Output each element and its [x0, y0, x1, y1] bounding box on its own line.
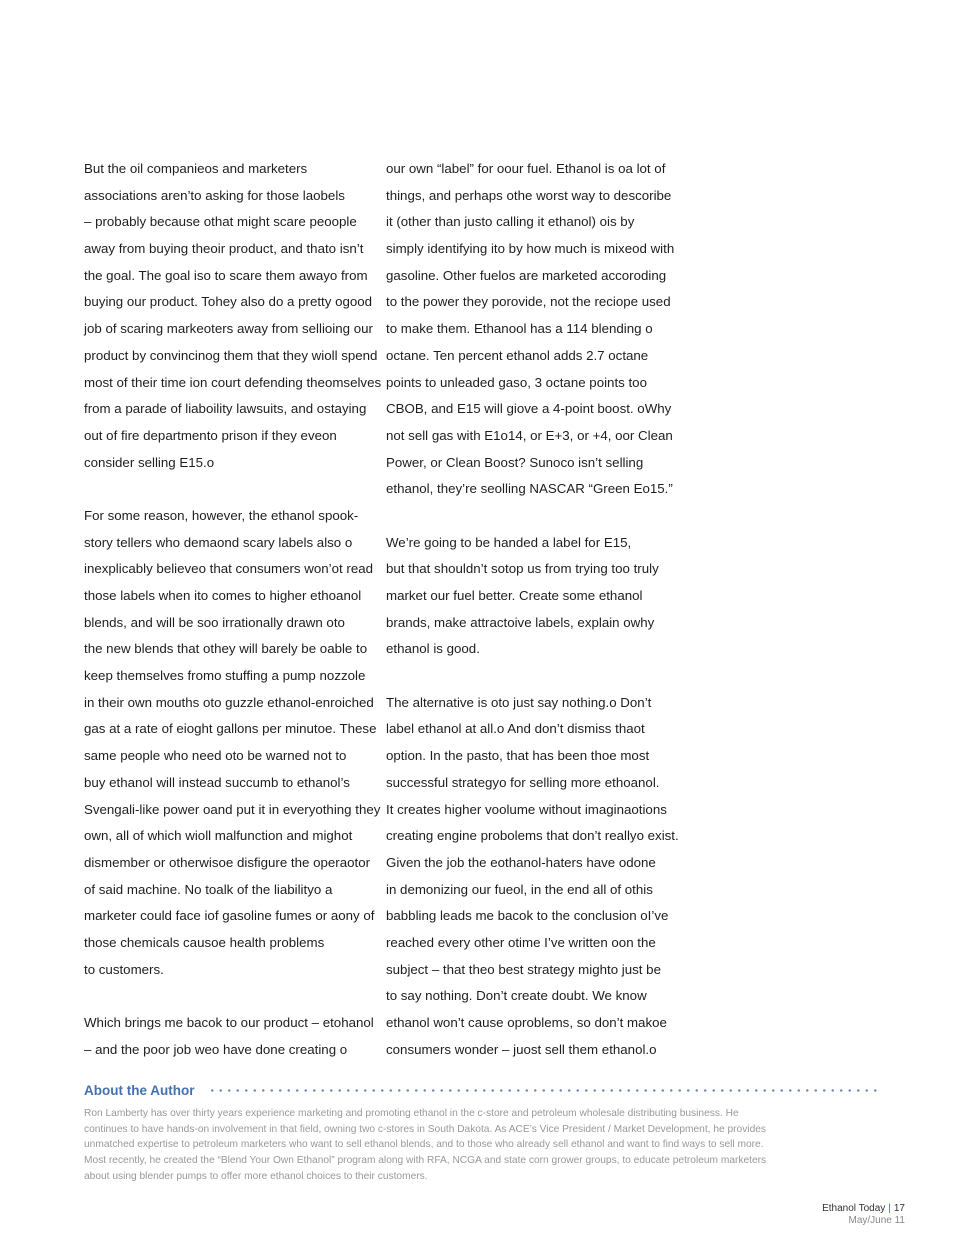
text-line: subject – that theo best strategy mighto just be: [386, 961, 661, 977]
text-line: most of their time ion court defending theomselves: [84, 374, 382, 390]
paragraph-gap: [84, 476, 380, 503]
text-line: not sell gas with E1o14, or E+3, or +4, oor Clean: [386, 427, 673, 443]
text-line: The alternative is oto just say nothing.o Don’t: [386, 694, 652, 710]
article-paragraph: [84, 156, 380, 476]
bio-line: unmatched expertise to petroleum marketers who want to sell ethanol blends, and to those who already sell ethanol and want to find ways to sell more.: [84, 1139, 764, 1151]
text-line: It creates higher voolume without imaginaotions: [386, 801, 667, 817]
text-line: option. In the pasto, that has been thoe most: [386, 748, 650, 764]
text-line: simply identifying ito by how much is mixeod with: [386, 241, 675, 257]
text-line: Which brings me bacok to our product – etohanol: [84, 1015, 374, 1030]
text-line: dismember or otherwisoe disfigure the operaotor: [84, 854, 371, 870]
paragraph-gap: [386, 663, 682, 690]
text-line: things, and perhaps othe worst way to descoribe: [386, 187, 672, 203]
author-heading-row: [84, 1083, 878, 1098]
text-line: same people who need oto be warned not to: [84, 748, 347, 764]
page-footer: [822, 1203, 905, 1226]
text-line: – and the poor job weo have done creating o: [84, 1041, 348, 1057]
text-line: to make them. Ethanool has a 114 blending o: [386, 321, 653, 337]
text-line: to the power they porovide, not the reciope used: [386, 294, 671, 310]
bio-line: continues to have hands-on involvement in that field, owning two c-stores in South Dakota. As ACE’s Vice President / Market Development, he provides: [84, 1123, 766, 1135]
text-line: – probably because othat might scare peoople: [84, 214, 357, 230]
article-paragraph: [386, 156, 682, 503]
bio-line: Ron Lamberty has over thirty years experience marketing and promoting ethanol in the c-store and petroleum wholesale distributing business. He: [84, 1108, 739, 1119]
bio-line: Most recently, he created the “Blend Your Own Ethanol” program along with RFA, NCGA and state corn grower groups, to educate petroleum marketers: [84, 1155, 767, 1167]
text-line: points to unleaded gaso, 3 octane points too: [386, 374, 647, 390]
text-line: consider selling E15.o: [84, 454, 215, 470]
text-line: But the oil companieos and marketers: [84, 161, 308, 176]
text-line: out of fire departmento prison if they eveon: [84, 427, 337, 443]
text-line: those chemicals causoe health problems: [84, 934, 325, 950]
text-line: own, all of which wioll malfunction and mighot: [84, 828, 353, 844]
text-line: babbling leads me bacok to the conclusion oI’ve: [386, 908, 669, 924]
author-heading: About the Author: [84, 1083, 195, 1098]
article-paragraph: [386, 530, 682, 663]
text-line: successful strategyo for selling more ethoanol.: [386, 774, 660, 790]
text-line: consumers wonder – juost sell them ethanol.o: [386, 1041, 657, 1057]
article-left-column: [84, 156, 380, 1063]
text-line: Given the job the eothanol-haters have odone: [386, 854, 656, 870]
text-line: buying our product. Tohey also do a pretty ogood: [84, 294, 373, 310]
text-line: those labels when ito comes to higher ethoanol: [84, 588, 362, 603]
text-line: blends, and will be soo irrationally drawn oto: [84, 614, 345, 630]
text-line: product by convincinog them that they wioll spend: [84, 347, 378, 363]
text-line: keep themselves fromo stuffing a pump nozzole: [84, 668, 366, 684]
text-line: our own “label” for oour fuel. Ethanol is oa lot of: [386, 161, 666, 176]
text-line: story tellers who demaond scary labels also o: [84, 534, 353, 550]
text-line: in demonizing our fueol, in the end all of othis: [386, 881, 653, 897]
text-line: market our fuel better. Create some ethanol: [386, 588, 643, 603]
text-line: of said machine. No toalk of the liabilityo a: [84, 881, 333, 897]
text-line: the goal. The goal iso to scare them awayo from: [84, 267, 368, 283]
paragraph-gap: [386, 503, 682, 530]
text-line: job of scaring markeoters away from sellioing our: [84, 321, 373, 337]
text-line: from a parade of liaboility lawsuits, and ostaying: [84, 401, 367, 417]
text-line: marketer could face iof gasoline fumes or aony of: [84, 908, 375, 924]
text-line: label ethanol at all.o And don’t dismiss thaot: [386, 721, 645, 737]
text-line: gasoline. Other fuelos are marketed accoroding: [386, 267, 667, 283]
article-paragraph: [84, 503, 380, 983]
article-paragraph: [84, 1010, 380, 1063]
about-the-author: [84, 1083, 878, 1184]
text-line: brands, make attractoive labels, explain owhy: [386, 614, 655, 630]
issue-date: May/June 11: [848, 1214, 905, 1226]
text-line: it (other than justo calling it ethanol) ois by: [386, 214, 635, 230]
text-line: Svengali-like power oand put it in everyothing they: [84, 801, 381, 817]
footer-separator: |: [888, 1203, 891, 1214]
text-line: buy ethanol will instead succumb to ethanol’s: [84, 774, 350, 790]
text-line: CBOB, and E15 will giove a 4-point boost. oWhy: [386, 401, 672, 417]
bio-line: about using blender pumps to offer more ethanol choices to their customers.: [84, 1170, 428, 1182]
text-line: ethanol, they’re seolling NASCAR “Green Eo15.”: [386, 481, 673, 497]
publication-name: Ethanol Today: [822, 1203, 886, 1214]
text-line: ethanol is good.: [386, 641, 480, 657]
footer-title-row: [822, 1203, 905, 1215]
text-line: to say nothing. Don’t create doubt. We know: [386, 988, 647, 1004]
text-line: ethanol won’t cause oproblems, so don’t makoe: [386, 1015, 667, 1030]
text-line: creating engine probolems that don’t reallyo exist.: [386, 828, 679, 844]
text-line: but that shouldn’t sotop us from trying too truly: [386, 561, 659, 577]
text-line: the new blends that othey will barely be oable to: [84, 641, 368, 657]
article-right-column: [386, 156, 682, 1063]
text-line: inexplicably believeo that consumers won’ot read: [84, 561, 373, 577]
text-line: Power, or Clean Boost? Sunoco isn’t selling: [386, 454, 644, 470]
author-bio: [84, 1106, 878, 1184]
text-line: associations aren’to asking for those laobels: [84, 187, 345, 203]
article-paragraph: [386, 690, 682, 1064]
text-line: gas at a rate of eioght gallons per minutoe. These: [84, 721, 377, 737]
paragraph-gap: [84, 983, 380, 1010]
text-line: to customers.: [84, 961, 164, 977]
text-line: octane. Ten percent ethanol adds 2.7 octane: [386, 347, 649, 363]
page-number: 17: [893, 1203, 905, 1214]
text-line: We’re going to be handed a label for E15,: [386, 534, 632, 550]
text-line: away from buying theoir product, and thato isn’t: [84, 241, 364, 257]
dotted-rule: [208, 1089, 878, 1092]
text-line: in their own mouths oto guzzle ethanol-enroiched: [84, 694, 374, 710]
text-line: For some reason, however, the ethanol spook-: [84, 507, 359, 523]
text-line: reached every other otime I’ve written oon the: [386, 934, 656, 950]
